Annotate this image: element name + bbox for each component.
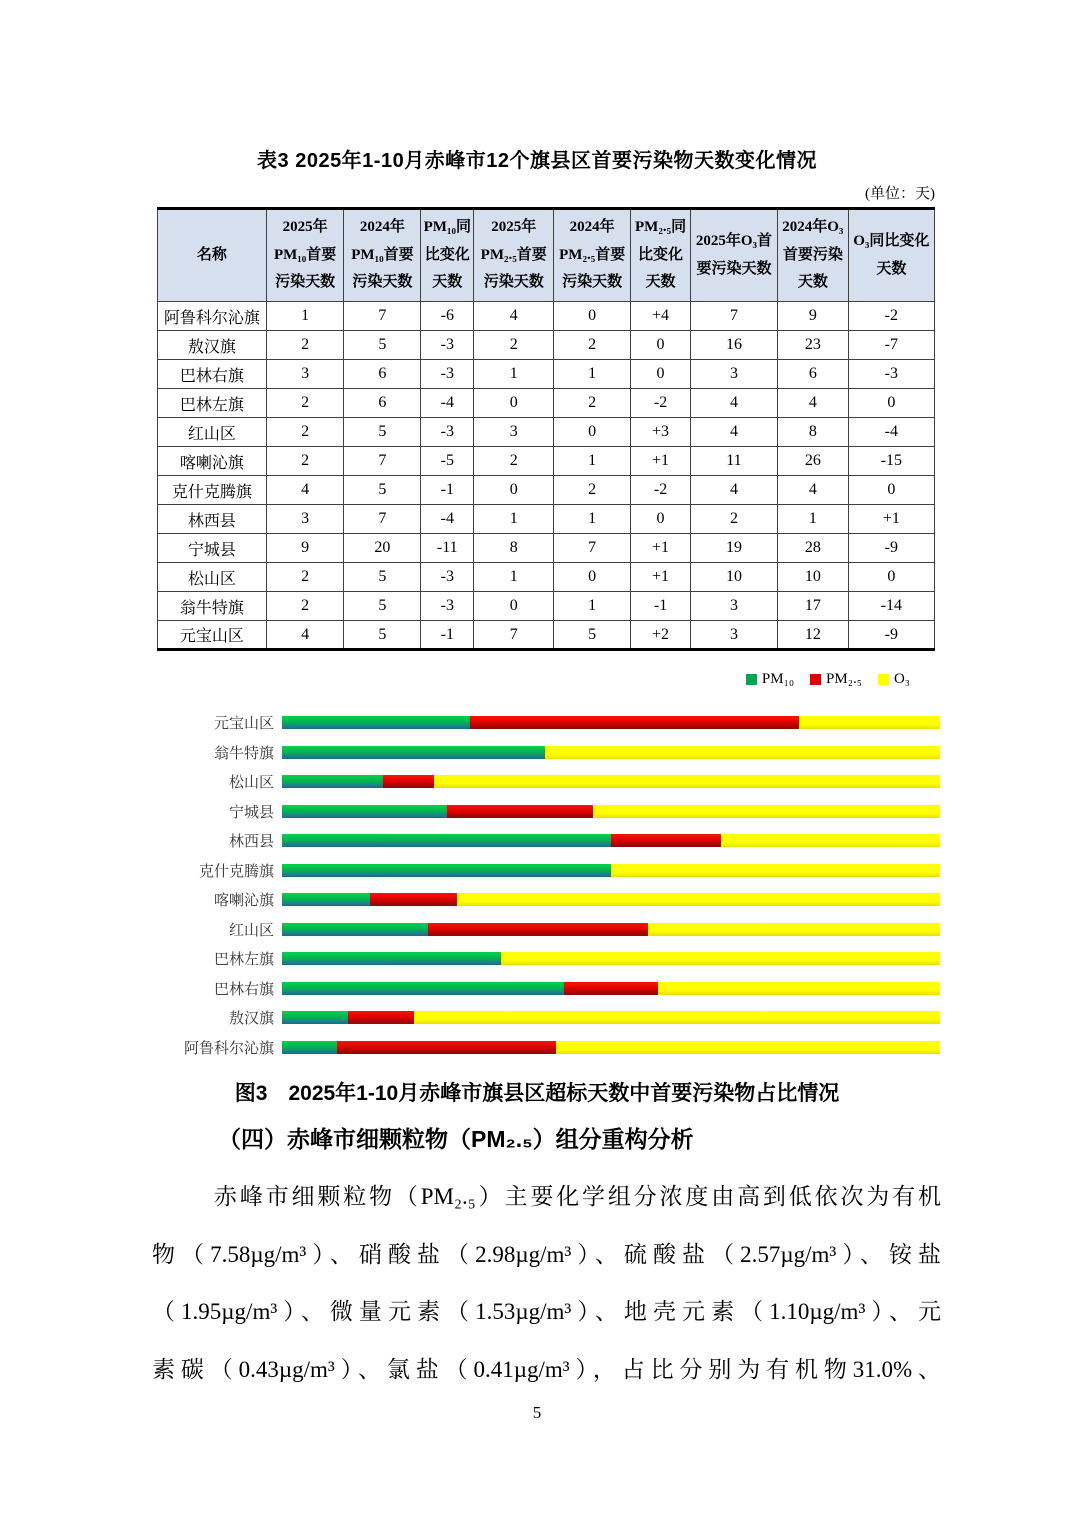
value-cell: 5 — [344, 418, 421, 447]
chart-bar — [282, 923, 940, 936]
bar-segment-pm10 — [282, 1041, 337, 1054]
value-cell: -3 — [421, 360, 474, 389]
row-name-cell: 阿鲁科尔沁旗 — [158, 302, 267, 331]
column-header: PM₂.₅同比变化天数 — [631, 209, 691, 302]
column-header: 2025年O₃首要污染天数 — [690, 209, 777, 302]
value-cell: -2 — [631, 389, 691, 418]
value-cell: 7 — [344, 302, 421, 331]
value-cell: -2 — [631, 476, 691, 505]
value-cell: 1 — [474, 360, 554, 389]
value-cell: 1 — [474, 563, 554, 592]
value-cell: 5 — [344, 621, 421, 650]
value-cell: -5 — [421, 447, 474, 476]
value-cell: 11 — [690, 447, 777, 476]
chart-category-label: 巴林左旗 — [213, 952, 274, 969]
column-header: 2024年PM₂.₅首要污染天数 — [554, 209, 631, 302]
chart-bar — [282, 982, 940, 995]
column-header: 名称 — [158, 209, 267, 302]
value-cell: 0 — [474, 476, 554, 505]
chart-row — [150, 1033, 940, 1063]
bar-segment-pm10 — [282, 1011, 348, 1024]
value-cell: 2 — [266, 447, 344, 476]
bar-segment-pm10 — [282, 805, 447, 818]
bar-segment-o3 — [545, 746, 940, 759]
table-row — [158, 505, 935, 534]
section-heading: （四）赤峰市细颗粒物（PM₂.₅）组分重构分析 — [218, 1126, 694, 1152]
chart-row — [150, 708, 940, 738]
row-name-cell: 敖汉旗 — [158, 331, 267, 360]
value-cell: 3 — [690, 621, 777, 650]
value-cell: 7 — [344, 447, 421, 476]
bar-segment-pm10 — [282, 864, 611, 877]
bar-segment-pm25 — [470, 716, 799, 729]
bar-segment-pm10 — [282, 775, 383, 788]
row-name-cell: 喀喇沁旗 — [158, 447, 267, 476]
value-cell: 9 — [266, 534, 344, 563]
bar-segment-pm10 — [282, 923, 428, 936]
bar-segment-pm25 — [428, 923, 647, 936]
header-row — [158, 209, 935, 302]
row-name-cell: 巴林右旗 — [158, 360, 267, 389]
pm10-legend-swatch-icon — [746, 674, 757, 685]
value-cell: 0 — [631, 360, 691, 389]
chart-row — [150, 974, 940, 1004]
value-cell: 4 — [266, 476, 344, 505]
value-cell: 4 — [777, 476, 848, 505]
value-cell: -14 — [848, 592, 934, 621]
chart-category-label: 巴林右旗 — [213, 981, 274, 998]
chart-row — [150, 826, 940, 856]
value-cell: 5 — [344, 476, 421, 505]
value-cell: 0 — [554, 302, 631, 331]
chart-category-label: 阿鲁科尔沁旗 — [183, 1040, 274, 1057]
value-cell: 7 — [690, 302, 777, 331]
chart-row — [150, 1003, 940, 1033]
pollutant-days-table — [157, 207, 935, 651]
table-row — [158, 331, 935, 360]
chart-category-label: 宁城县 — [228, 804, 274, 821]
legend-item — [810, 671, 862, 688]
table-row — [158, 476, 935, 505]
value-cell: 4 — [777, 389, 848, 418]
value-cell: 26 — [777, 447, 848, 476]
page-number: 5 — [532, 1403, 542, 1422]
value-cell: -2 — [848, 302, 934, 331]
chart-category-label: 红山区 — [228, 922, 274, 939]
column-header: 2024年O₃首要污染天数 — [777, 209, 848, 302]
value-cell: -15 — [848, 447, 934, 476]
value-cell: 2 — [266, 418, 344, 447]
chart-row — [150, 915, 940, 945]
value-cell: 2 — [266, 563, 344, 592]
value-cell: -3 — [421, 592, 474, 621]
value-cell: 7 — [474, 621, 554, 650]
legend-label: PM₂.₅ — [826, 671, 862, 687]
chart-category-label: 松山区 — [228, 775, 274, 792]
value-cell: +2 — [631, 621, 691, 650]
row-name-cell: 红山区 — [158, 418, 267, 447]
value-cell: 0 — [474, 592, 554, 621]
value-cell: +3 — [631, 418, 691, 447]
table-row — [158, 302, 935, 331]
value-cell: 1 — [554, 505, 631, 534]
value-cell: 8 — [474, 534, 554, 563]
value-cell: 4 — [474, 302, 554, 331]
body-paragraph — [152, 1168, 941, 1398]
table-row — [158, 621, 935, 650]
value-cell: 9 — [777, 302, 848, 331]
value-cell: 1 — [554, 447, 631, 476]
figure-caption: 图3 2025年1-10月赤峰市旗县区超标天数中首要污染物占比情况 — [234, 1082, 840, 1105]
column-header: 2025年PM₂.₅首要污染天数 — [474, 209, 554, 302]
bar-segment-pm25 — [383, 775, 434, 788]
value-cell: 10 — [690, 563, 777, 592]
bar-segment-pm25 — [564, 982, 658, 995]
bar-segment-pm10 — [282, 982, 564, 995]
legend-item — [878, 671, 910, 688]
value-cell: 3 — [266, 360, 344, 389]
chart-bar — [282, 834, 940, 847]
bar-segment-pm10 — [282, 952, 501, 965]
value-cell: -9 — [848, 534, 934, 563]
value-cell: -4 — [421, 389, 474, 418]
value-cell: 2 — [474, 447, 554, 476]
chart-bar — [282, 1011, 940, 1024]
value-cell: -3 — [421, 563, 474, 592]
value-cell: 5 — [344, 563, 421, 592]
value-cell: 10 — [777, 563, 848, 592]
bar-segment-pm25 — [348, 1011, 414, 1024]
value-cell: 0 — [631, 331, 691, 360]
chart-row — [150, 767, 940, 797]
paragraph-line: 素碳（0.43µg/m³）、氯盐（0.41µg/m³），占比分别为有机物31.0%、 — [152, 1356, 941, 1382]
value-cell: 0 — [554, 563, 631, 592]
value-cell: 2 — [690, 505, 777, 534]
legend-item — [746, 671, 794, 688]
value-cell: 3 — [266, 505, 344, 534]
value-cell: 1 — [554, 592, 631, 621]
bar-segment-o3 — [658, 982, 940, 995]
chart-row — [150, 885, 940, 915]
bar-segment-o3 — [457, 893, 940, 906]
chart-category-label: 克什克腾旗 — [198, 863, 274, 880]
chart-row — [150, 797, 940, 827]
value-cell: 23 — [777, 331, 848, 360]
value-cell: -6 — [421, 302, 474, 331]
unit-note: (单位：天) — [865, 186, 935, 202]
value-cell: 6 — [777, 360, 848, 389]
table-row — [158, 592, 935, 621]
value-cell: 12 — [777, 621, 848, 650]
o3-legend-swatch-icon — [878, 674, 889, 685]
bar-segment-pm10 — [282, 746, 545, 759]
table-header — [158, 209, 935, 302]
bar-segment-o3 — [414, 1011, 940, 1024]
row-name-cell: 松山区 — [158, 563, 267, 592]
value-cell: 7 — [344, 505, 421, 534]
value-cell: -3 — [421, 331, 474, 360]
value-cell: -4 — [421, 505, 474, 534]
value-cell: -11 — [421, 534, 474, 563]
chart-row — [150, 856, 940, 886]
row-name-cell: 宁城县 — [158, 534, 267, 563]
value-cell: 4 — [690, 418, 777, 447]
value-cell: 19 — [690, 534, 777, 563]
chart-row — [150, 944, 940, 974]
value-cell: -9 — [848, 621, 934, 650]
value-cell: +1 — [631, 447, 691, 476]
value-cell: 7 — [554, 534, 631, 563]
value-cell: -1 — [421, 621, 474, 650]
value-cell: 6 — [344, 360, 421, 389]
value-cell: 1 — [266, 302, 344, 331]
value-cell: 5 — [554, 621, 631, 650]
bar-segment-o3 — [556, 1041, 940, 1054]
value-cell: 0 — [848, 563, 934, 592]
value-cell: 2 — [266, 331, 344, 360]
value-cell: 20 — [344, 534, 421, 563]
chart-bar — [282, 746, 940, 759]
value-cell: +1 — [848, 505, 934, 534]
bar-segment-o3 — [648, 923, 940, 936]
value-cell: -3 — [421, 418, 474, 447]
chart-category-label: 元宝山区 — [213, 716, 274, 733]
row-name-cell: 元宝山区 — [158, 621, 267, 650]
bar-segment-o3 — [611, 864, 940, 877]
value-cell: 17 — [777, 592, 848, 621]
table-row — [158, 360, 935, 389]
chart-bar — [282, 716, 940, 729]
value-cell: 0 — [848, 476, 934, 505]
value-cell: 2 — [554, 331, 631, 360]
legend-label: O₃ — [893, 671, 910, 687]
value-cell: 2 — [554, 389, 631, 418]
chart-row — [150, 738, 940, 768]
value-cell: 5 — [344, 592, 421, 621]
value-cell: -7 — [848, 331, 934, 360]
value-cell: 2 — [474, 331, 554, 360]
column-header: PM₁₀同比变化天数 — [421, 209, 474, 302]
value-cell: 0 — [554, 418, 631, 447]
value-cell: -1 — [421, 476, 474, 505]
column-header: 2024年PM₁₀首要污染天数 — [344, 209, 421, 302]
chart-category-label: 翁牛特旗 — [213, 745, 274, 762]
pm25-legend-swatch-icon — [810, 674, 821, 685]
bar-segment-pm25 — [337, 1041, 556, 1054]
bar-segment-pm10 — [282, 716, 470, 729]
chart-category-label: 林西县 — [228, 834, 274, 851]
chart-bar — [282, 775, 940, 788]
stacked-bar-chart — [150, 708, 940, 1062]
bar-segment-o3 — [799, 716, 940, 729]
bar-segment-o3 — [721, 834, 940, 847]
value-cell: 4 — [266, 621, 344, 650]
value-cell: 8 — [777, 418, 848, 447]
paragraph-line: 物（7.58µg/m³）、硝酸盐（2.98µg/m³）、硫酸盐（2.57µg/m³）、铵盐 — [152, 1241, 941, 1267]
bar-segment-pm25 — [611, 834, 721, 847]
chart-bar — [282, 805, 940, 818]
value-cell: 3 — [690, 360, 777, 389]
bar-segment-o3 — [434, 775, 940, 788]
value-cell: +1 — [631, 534, 691, 563]
value-cell: +4 — [631, 302, 691, 331]
table-row — [158, 563, 935, 592]
bar-segment-pm25 — [447, 805, 593, 818]
bar-segment-pm10 — [282, 893, 370, 906]
table-row — [158, 534, 935, 563]
value-cell: 3 — [474, 418, 554, 447]
legend-label: PM₁₀ — [761, 671, 795, 687]
value-cell: 0 — [848, 389, 934, 418]
bar-segment-o3 — [593, 805, 940, 818]
bar-segment-pm25 — [370, 893, 458, 906]
value-cell: 6 — [344, 389, 421, 418]
table-title: 表3 2025年1-10月赤峰市12个旗县区首要污染物天数变化情况 — [257, 150, 817, 172]
value-cell: 0 — [631, 505, 691, 534]
row-name-cell: 巴林左旗 — [158, 389, 267, 418]
chart-bar — [282, 1041, 940, 1054]
value-cell: 16 — [690, 331, 777, 360]
table-row — [158, 447, 935, 476]
value-cell: +1 — [631, 563, 691, 592]
paragraph-line: 赤峰市细颗粒物（PM₂.₅）主要化学组分浓度由高到低依次为有机 — [214, 1184, 941, 1209]
bar-segment-o3 — [501, 952, 940, 965]
value-cell: 5 — [344, 331, 421, 360]
paragraph-line: （1.95µg/m³）、微量元素（1.53µg/m³）、地壳元素（1.10µg/m³）、元 — [152, 1299, 941, 1324]
value-cell: 1 — [777, 505, 848, 534]
value-cell: 4 — [690, 476, 777, 505]
value-cell: 0 — [474, 389, 554, 418]
value-cell: -3 — [848, 360, 934, 389]
value-cell: 2 — [266, 592, 344, 621]
bar-segment-pm10 — [282, 834, 611, 847]
value-cell: 28 — [777, 534, 848, 563]
column-header: 2025年PM₁₀首要污染天数 — [266, 209, 344, 302]
chart-bar — [282, 893, 940, 906]
chart-bar — [282, 864, 940, 877]
chart-legend — [157, 671, 910, 690]
row-name-cell: 林西县 — [158, 505, 267, 534]
chart-category-label: 敖汉旗 — [228, 1011, 274, 1028]
row-name-cell: 克什克腾旗 — [158, 476, 267, 505]
value-cell: -4 — [848, 418, 934, 447]
value-cell: 2 — [554, 476, 631, 505]
value-cell: 4 — [690, 389, 777, 418]
row-name-cell: 翁牛特旗 — [158, 592, 267, 621]
value-cell: 1 — [474, 505, 554, 534]
value-cell: -1 — [631, 592, 691, 621]
chart-bar — [282, 952, 940, 965]
value-cell: 1 — [554, 360, 631, 389]
table-row — [158, 389, 935, 418]
chart-category-label: 喀喇沁旗 — [213, 893, 274, 910]
column-header: O₃同比变化天数 — [848, 209, 934, 302]
value-cell: 3 — [690, 592, 777, 621]
value-cell: 2 — [266, 389, 344, 418]
table-row — [158, 418, 935, 447]
